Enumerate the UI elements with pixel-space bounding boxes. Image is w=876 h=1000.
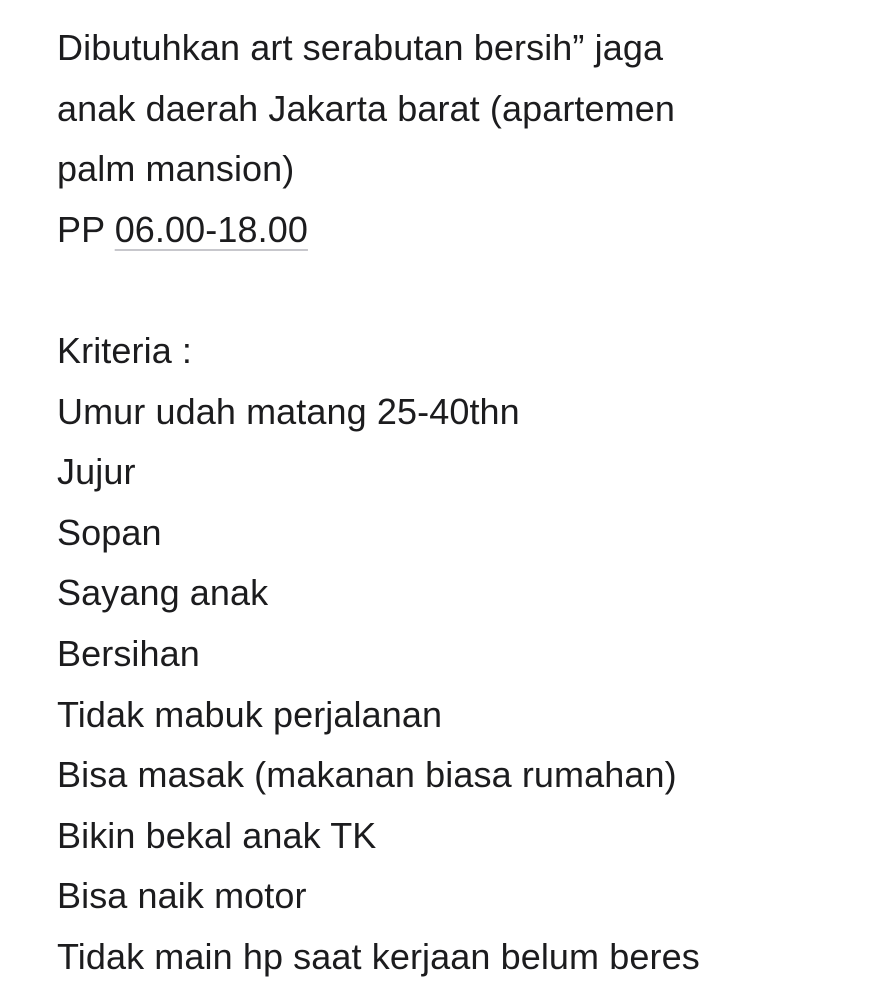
criteria-item: Jujur — [57, 451, 136, 493]
criteria-item: Sayang anak — [57, 572, 269, 614]
blank-line — [57, 260, 857, 321]
schedule-prefix: PP — [57, 208, 115, 250]
criteria-item: Bersihan — [57, 632, 200, 674]
criteria-item: Bikin bekal anak TK — [57, 814, 377, 856]
intro-line: Dibutuhkan art serabutan bersih” jaga — [57, 27, 664, 68]
criteria-item: Bisa naik motor — [57, 875, 307, 917]
note-body — [57, 18, 857, 988]
criteria-item: Sopan — [57, 511, 162, 553]
criteria-item: Bisa masak (makanan biasa rumahan) — [57, 754, 677, 796]
schedule-line — [57, 200, 857, 261]
intro-line: palm mansion) — [57, 148, 295, 190]
criteria-item: Umur udah matang 25-40thn — [57, 390, 520, 432]
intro-line: anak daerah Jakarta barat (apartemen — [57, 87, 675, 129]
criteria-heading: Kriteria : — [57, 329, 193, 371]
schedule-time-link[interactable]: 06.00-18.00 — [114, 208, 308, 250]
criteria-item: Tidak mabuk perjalanan — [57, 693, 443, 735]
criteria-item: Tidak main hp saat kerjaan belum beres — [57, 935, 700, 977]
